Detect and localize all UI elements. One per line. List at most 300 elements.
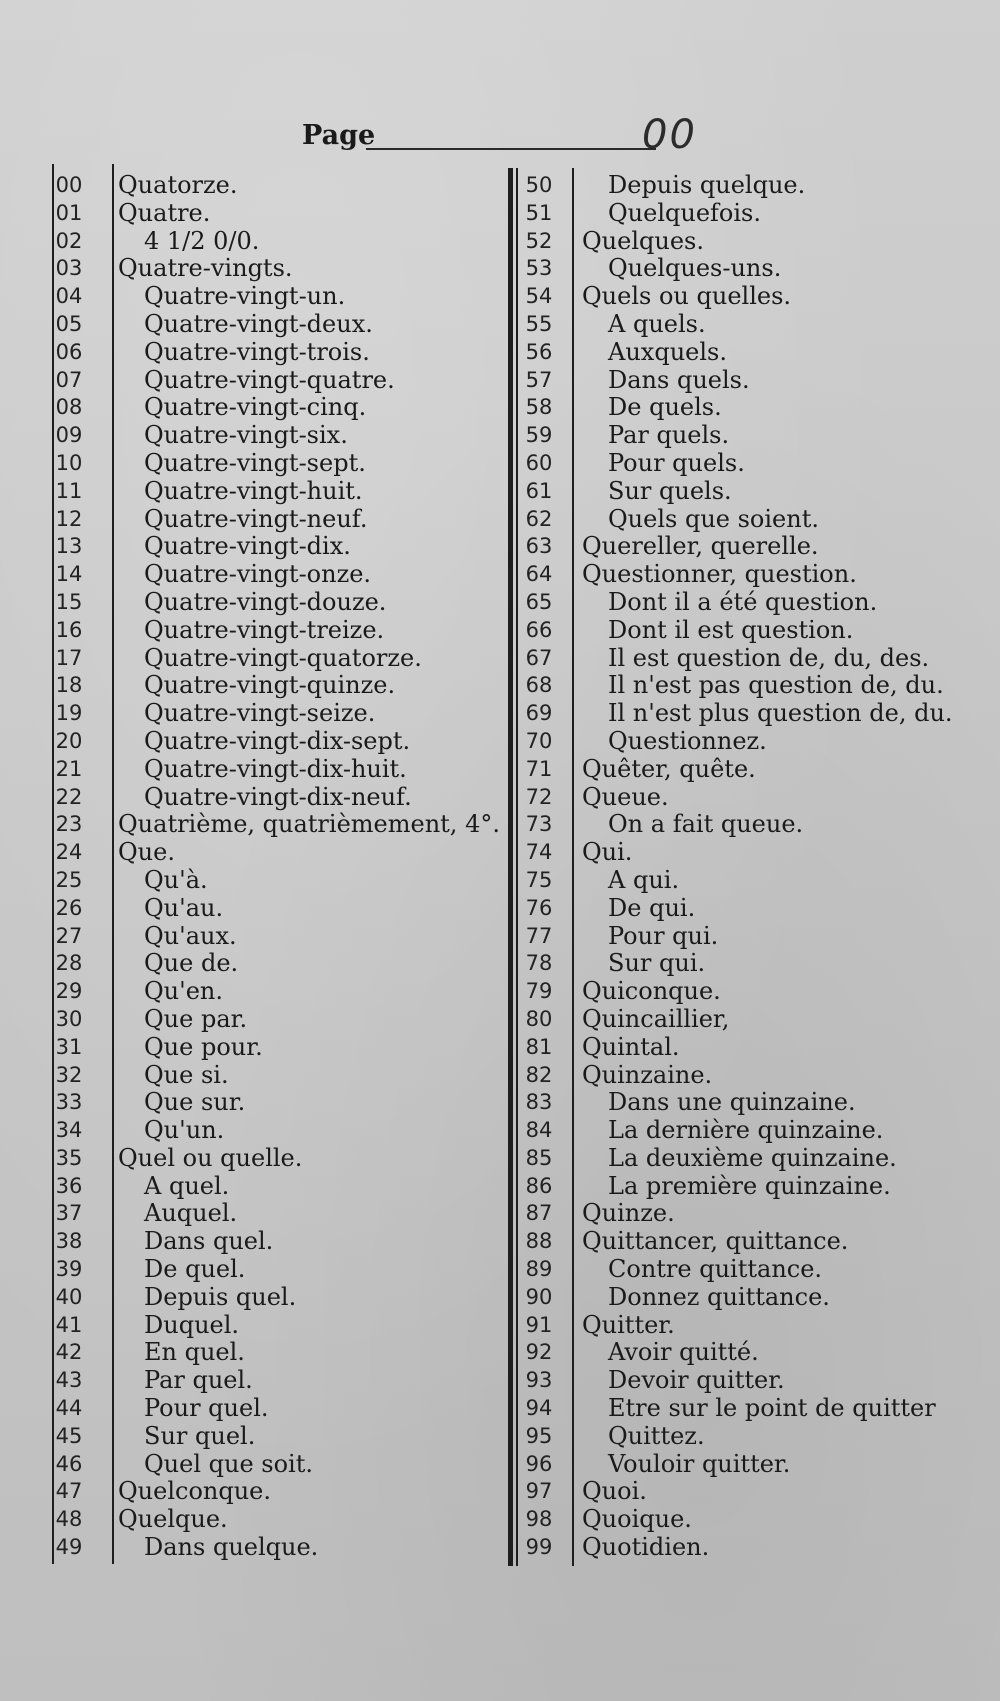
code-number: 13 [55,534,83,559]
code-entry-row [40,1256,500,1284]
code-term: Etre sur le point de quitter [608,1394,936,1423]
code-number: 37 [55,1201,83,1226]
code-term: Quel que soit. [144,1449,314,1478]
code-entry-row [510,533,980,561]
code-number: 43 [55,1368,83,1393]
code-entry-row [510,1228,980,1256]
code-term: De quels. [608,393,722,422]
code-term: La deuxième quinzaine. [608,1143,897,1172]
code-entry-row [510,700,980,728]
code-entry-row [40,1173,500,1201]
code-term: Quatre-vingt-douze. [144,587,387,616]
code-entry-row [40,700,500,728]
left-code-column [40,172,500,1562]
code-term: Quatre-vingt-huit. [144,476,363,505]
code-entry-row [40,1006,500,1034]
code-term: Quatre-vingt-six. [144,421,348,450]
code-number: 50 [525,173,553,197]
code-entry-row [510,1312,980,1340]
code-term: Quatre-vingt-cinq. [144,393,367,422]
code-entry-row [40,950,500,978]
code-term: Pour quel. [144,1394,269,1423]
code-term: Quels ou quelles. [582,282,792,311]
code-entry-row [40,200,500,228]
code-number: 66 [525,617,553,642]
code-term: Quittez. [608,1421,705,1450]
code-term: Que si. [144,1060,229,1089]
code-term: Par quel. [144,1366,253,1395]
code-number: 65 [525,589,553,614]
code-number: 04 [55,284,83,309]
page-header [302,112,732,162]
code-number: 83 [525,1090,553,1115]
code-number: 97 [525,1479,553,1504]
code-number: 11 [55,478,83,503]
code-term: Sur quel. [144,1421,256,1450]
code-term: Qu'en. [144,977,224,1006]
code-number: 75 [525,867,553,892]
code-entry-row [510,422,980,450]
code-entry-row [510,561,980,589]
code-term: Il n'est pas question de, du. [608,671,944,700]
code-entry-row [510,283,980,311]
code-term: Quelque. [118,1505,228,1534]
code-term: Qu'à. [144,865,208,894]
code-number: 46 [55,1451,83,1476]
code-number: 05 [55,311,83,336]
code-number: 69 [525,701,553,726]
code-number: 19 [55,701,83,726]
code-term: A quel. [144,1171,230,1200]
code-number: 00 [55,173,83,197]
code-term: A quels. [608,309,706,338]
code-entry-row [40,672,500,700]
code-number: 77 [525,923,553,948]
code-term: A qui. [608,865,680,894]
code-term: Quatre-vingt-sept. [144,448,366,477]
code-entry-row [510,394,980,422]
code-term: Dans quelque. [144,1533,319,1562]
page-label: Page [302,120,376,151]
code-number: 24 [55,840,83,865]
code-number: 28 [55,951,83,976]
code-number: 27 [55,923,83,948]
code-entry-row [40,1089,500,1117]
code-number: 76 [525,895,553,920]
code-term: Quatre. [118,198,211,227]
code-term: Quitter. [582,1310,675,1339]
code-term: Questionner, question. [582,560,857,589]
code-entry-row [510,1284,980,1312]
code-entry-row [510,617,980,645]
code-number: 86 [525,1173,553,1198]
code-entry-row [40,617,500,645]
code-number: 81 [525,1034,553,1059]
code-term: La première quinzaine. [608,1171,891,1200]
code-entry-row [510,367,980,395]
code-number: 06 [55,339,83,364]
code-number: 82 [525,1062,553,1087]
code-number: 72 [525,784,553,809]
code-term: Auquel. [144,1199,238,1228]
code-number: 59 [525,423,553,448]
code-number: 34 [55,1118,83,1143]
code-term: 4 1/2 0/0. [144,226,260,255]
code-term: Dans quel. [144,1227,274,1256]
code-term: Questionnez. [608,726,767,755]
code-number: 68 [525,673,553,698]
code-entry-row [40,561,500,589]
code-number: 85 [525,1145,553,1170]
code-term: Quatre-vingt-quinze. [144,671,396,700]
code-number: 20 [55,728,83,753]
code-number: 64 [525,562,553,587]
code-number: 45 [55,1423,83,1448]
code-number: 32 [55,1062,83,1087]
code-number: 93 [525,1368,553,1393]
code-number: 47 [55,1479,83,1504]
code-term: Quotidien. [582,1533,710,1562]
code-entry-row [510,1089,980,1117]
code-term: Quatre-vingt-seize. [144,699,376,728]
code-term: En quel. [144,1338,245,1367]
code-entry-row [40,728,500,756]
code-term: Quereller, querelle. [582,532,819,561]
code-entry-row [40,367,500,395]
code-term: La dernière quinzaine. [608,1116,884,1145]
code-number: 35 [55,1145,83,1170]
code-entry-row [510,506,980,534]
code-term: Contre quittance. [608,1255,823,1284]
code-entry-row [40,478,500,506]
code-entry-row [40,1284,500,1312]
code-number: 21 [55,756,83,781]
code-entry-row [40,1478,500,1506]
code-entry-row [510,228,980,256]
code-entry-row [40,867,500,895]
code-entry-row [40,784,500,812]
code-term: Quatre-vingt-dix-sept. [144,726,411,755]
code-entry-row [40,311,500,339]
code-entry-row [40,1228,500,1256]
code-number: 70 [525,728,553,753]
code-term: Pour qui. [608,921,719,950]
code-entry-row [40,1506,500,1534]
code-term: Devoir quitter. [608,1366,785,1395]
code-number: 15 [55,589,83,614]
code-entry-row [40,506,500,534]
code-entry-row [510,1006,980,1034]
code-entry-row [40,1200,500,1228]
code-entry-row [40,339,500,367]
code-entry-row [510,839,980,867]
code-entry-row [40,1451,500,1479]
code-term: Pour quels. [608,448,745,477]
code-entry-row [510,1256,980,1284]
code-entry-row [510,784,980,812]
code-entry-row [510,756,980,784]
code-number: 33 [55,1090,83,1115]
code-entry-row [510,589,980,617]
code-number: 38 [55,1229,83,1254]
code-number: 52 [525,228,553,253]
code-term: Quel ou quelle. [118,1143,303,1172]
code-entry-row [510,1506,980,1534]
code-number: 02 [55,228,83,253]
code-term: Queue. [582,782,669,811]
code-number: 89 [525,1257,553,1282]
code-term: Dont il est question. [608,615,854,644]
code-number: 87 [525,1201,553,1226]
code-entry-row [40,394,500,422]
code-number: 60 [525,450,553,475]
code-entry-row [40,923,500,951]
code-term: Auxquels. [608,337,727,366]
code-entry-row [40,1339,500,1367]
code-number: 80 [525,1006,553,1031]
code-entry-row [510,255,980,283]
code-entry-row [40,422,500,450]
code-number: 74 [525,840,553,865]
code-term: Quelques. [582,226,704,255]
code-number: 36 [55,1173,83,1198]
code-entry-row [40,1117,500,1145]
code-entry-row [40,1312,500,1340]
code-entry-row [40,450,500,478]
code-term: De quel. [144,1255,246,1284]
code-number: 99 [525,1535,553,1560]
code-number: 22 [55,784,83,809]
code-entry-row [40,978,500,1006]
code-entry-row [40,1534,500,1562]
code-entry-row [40,589,500,617]
code-number: 90 [525,1284,553,1309]
code-number: 57 [525,367,553,392]
code-number: 08 [55,395,83,420]
code-entry-row [510,172,980,200]
code-number: 30 [55,1006,83,1031]
code-entry-row [510,1451,980,1479]
code-number: 54 [525,284,553,309]
code-number: 31 [55,1034,83,1059]
code-term: Dans quels. [608,365,750,394]
code-entry-row [40,255,500,283]
code-term: Quatre-vingt-quatre. [144,365,395,394]
code-term: Depuis quel. [144,1282,297,1311]
code-entry-row [40,895,500,923]
code-number: 98 [525,1507,553,1532]
code-entry-row [510,1034,980,1062]
code-term: Avoir quitté. [608,1338,759,1367]
code-entry-row [40,839,500,867]
code-entry-row [510,1423,980,1451]
code-entry-row [510,645,980,673]
code-entry-row [510,1478,980,1506]
code-term: Quinze. [582,1199,675,1228]
code-term: Quatre-vingt-onze. [144,560,372,589]
code-term: De qui. [608,893,696,922]
code-term: Quels que soient. [608,504,819,533]
code-number: 17 [55,645,83,670]
code-entry-row [40,283,500,311]
code-term: Quatrième, quatrièmement, 4°. [118,810,500,839]
code-number: 56 [525,339,553,364]
code-number: 96 [525,1451,553,1476]
code-number: 09 [55,423,83,448]
code-term: Quatre-vingt-trois. [144,337,370,366]
code-number: 07 [55,367,83,392]
code-entry-row [510,978,980,1006]
code-number: 88 [525,1229,553,1254]
code-term: Quiconque. [582,977,721,1006]
code-term: Quatre-vingt-treize. [144,615,385,644]
code-entry-row [510,339,980,367]
code-number: 25 [55,867,83,892]
code-entry-row [40,1367,500,1395]
code-entry-row [510,1367,980,1395]
right-code-column [510,172,980,1562]
code-entry-row [40,1145,500,1173]
code-term: Quinzaine. [582,1060,713,1089]
code-entry-row [40,533,500,561]
code-term: Il n'est plus question de, du. [608,699,953,728]
code-number: 58 [525,395,553,420]
code-term: Quoique. [582,1505,692,1534]
code-number: 95 [525,1423,553,1448]
code-term: Quincaillier, [582,1004,730,1033]
code-number: 62 [525,506,553,531]
code-entry-row [510,450,980,478]
code-number: 10 [55,450,83,475]
code-entry-row [40,1062,500,1090]
code-term: Quêter, quête. [582,754,756,783]
code-number: 16 [55,617,83,642]
code-entry-row [40,1395,500,1423]
code-term: Que pour. [144,1032,263,1061]
code-term: Qui. [582,838,633,867]
code-entry-row [510,950,980,978]
code-term: Depuis quelque. [608,171,806,199]
code-number: 48 [55,1507,83,1532]
code-term: Qu'au. [144,893,224,922]
code-term: Quatorze. [118,171,238,199]
code-number: 78 [525,951,553,976]
code-number: 03 [55,256,83,281]
code-term: Il est question de, du, des. [608,643,930,672]
code-term: Sur quels. [608,476,732,505]
code-entry-row [510,1200,980,1228]
code-entry-row [510,1534,980,1562]
code-entry-row [40,645,500,673]
code-number: 14 [55,562,83,587]
code-number: 23 [55,812,83,837]
page-number-rule [366,148,656,150]
code-entry-row [510,311,980,339]
code-term: Duquel. [144,1310,240,1339]
code-entry-row [510,200,980,228]
handwritten-page-number: 00 [642,112,697,158]
code-term: On a fait queue. [608,810,804,839]
code-number: 44 [55,1396,83,1421]
code-number: 55 [525,311,553,336]
code-entry-row [510,1395,980,1423]
code-number: 41 [55,1312,83,1337]
code-term: Quatre-vingt-dix. [144,532,351,561]
code-entry-row [510,1339,980,1367]
code-term: Quelques-uns. [608,254,782,283]
code-term: Quatre-vingts. [118,254,293,283]
code-term: Quatre-vingt-dix-huit. [144,754,407,783]
code-term: Qu'aux. [144,921,237,950]
code-number: 26 [55,895,83,920]
code-number: 29 [55,979,83,1004]
code-term: Quelquefois. [608,198,761,227]
code-number: 49 [55,1535,83,1560]
code-entry-row [510,728,980,756]
code-number: 73 [525,812,553,837]
code-term: Quintal. [582,1032,680,1061]
code-entry-row [40,756,500,784]
code-term: Qu'un. [144,1116,225,1145]
code-entry-row [510,478,980,506]
code-number: 79 [525,979,553,1004]
code-term: Quelconque. [118,1477,272,1506]
code-term: Quittancer, quittance. [582,1227,849,1256]
code-term: Quoi. [582,1477,647,1506]
code-entry-row [510,923,980,951]
code-entry-row [510,895,980,923]
code-entry-row [510,811,980,839]
code-number: 63 [525,534,553,559]
code-term: Quatre-vingt-dix-neuf. [144,782,412,811]
code-number: 92 [525,1340,553,1365]
code-number: 51 [525,200,553,225]
code-number: 61 [525,478,553,503]
code-term: Que sur. [144,1088,246,1117]
code-term: Donnez quittance. [608,1282,830,1311]
code-term: Quatre-vingt-quatorze. [144,643,422,672]
code-entry-row [510,1062,980,1090]
code-number: 12 [55,506,83,531]
code-entry-row [510,1145,980,1173]
code-number: 67 [525,645,553,670]
code-number: 94 [525,1396,553,1421]
code-entry-row [510,672,980,700]
code-number: 53 [525,256,553,281]
code-entry-row [510,1173,980,1201]
code-entry-row [40,172,500,200]
code-term: Que par. [144,1004,248,1033]
code-term: Quatre-vingt-un. [144,282,346,311]
code-number: 91 [525,1312,553,1337]
code-entry-row [510,1117,980,1145]
code-term: Vouloir quitter. [608,1449,791,1478]
code-number: 39 [55,1257,83,1282]
code-number: 71 [525,756,553,781]
code-term: Dans une quinzaine. [608,1088,856,1117]
code-term: Sur qui. [608,949,706,978]
code-number: 18 [55,673,83,698]
code-term: Quatre-vingt-neuf. [144,504,368,533]
code-term: Que de. [144,949,239,978]
code-term: Que. [118,838,175,867]
code-term: Par quels. [608,421,730,450]
code-number: 42 [55,1340,83,1365]
code-entry-row [40,811,500,839]
code-entry-row [40,1034,500,1062]
code-entry-row [40,228,500,256]
code-number: 40 [55,1284,83,1309]
